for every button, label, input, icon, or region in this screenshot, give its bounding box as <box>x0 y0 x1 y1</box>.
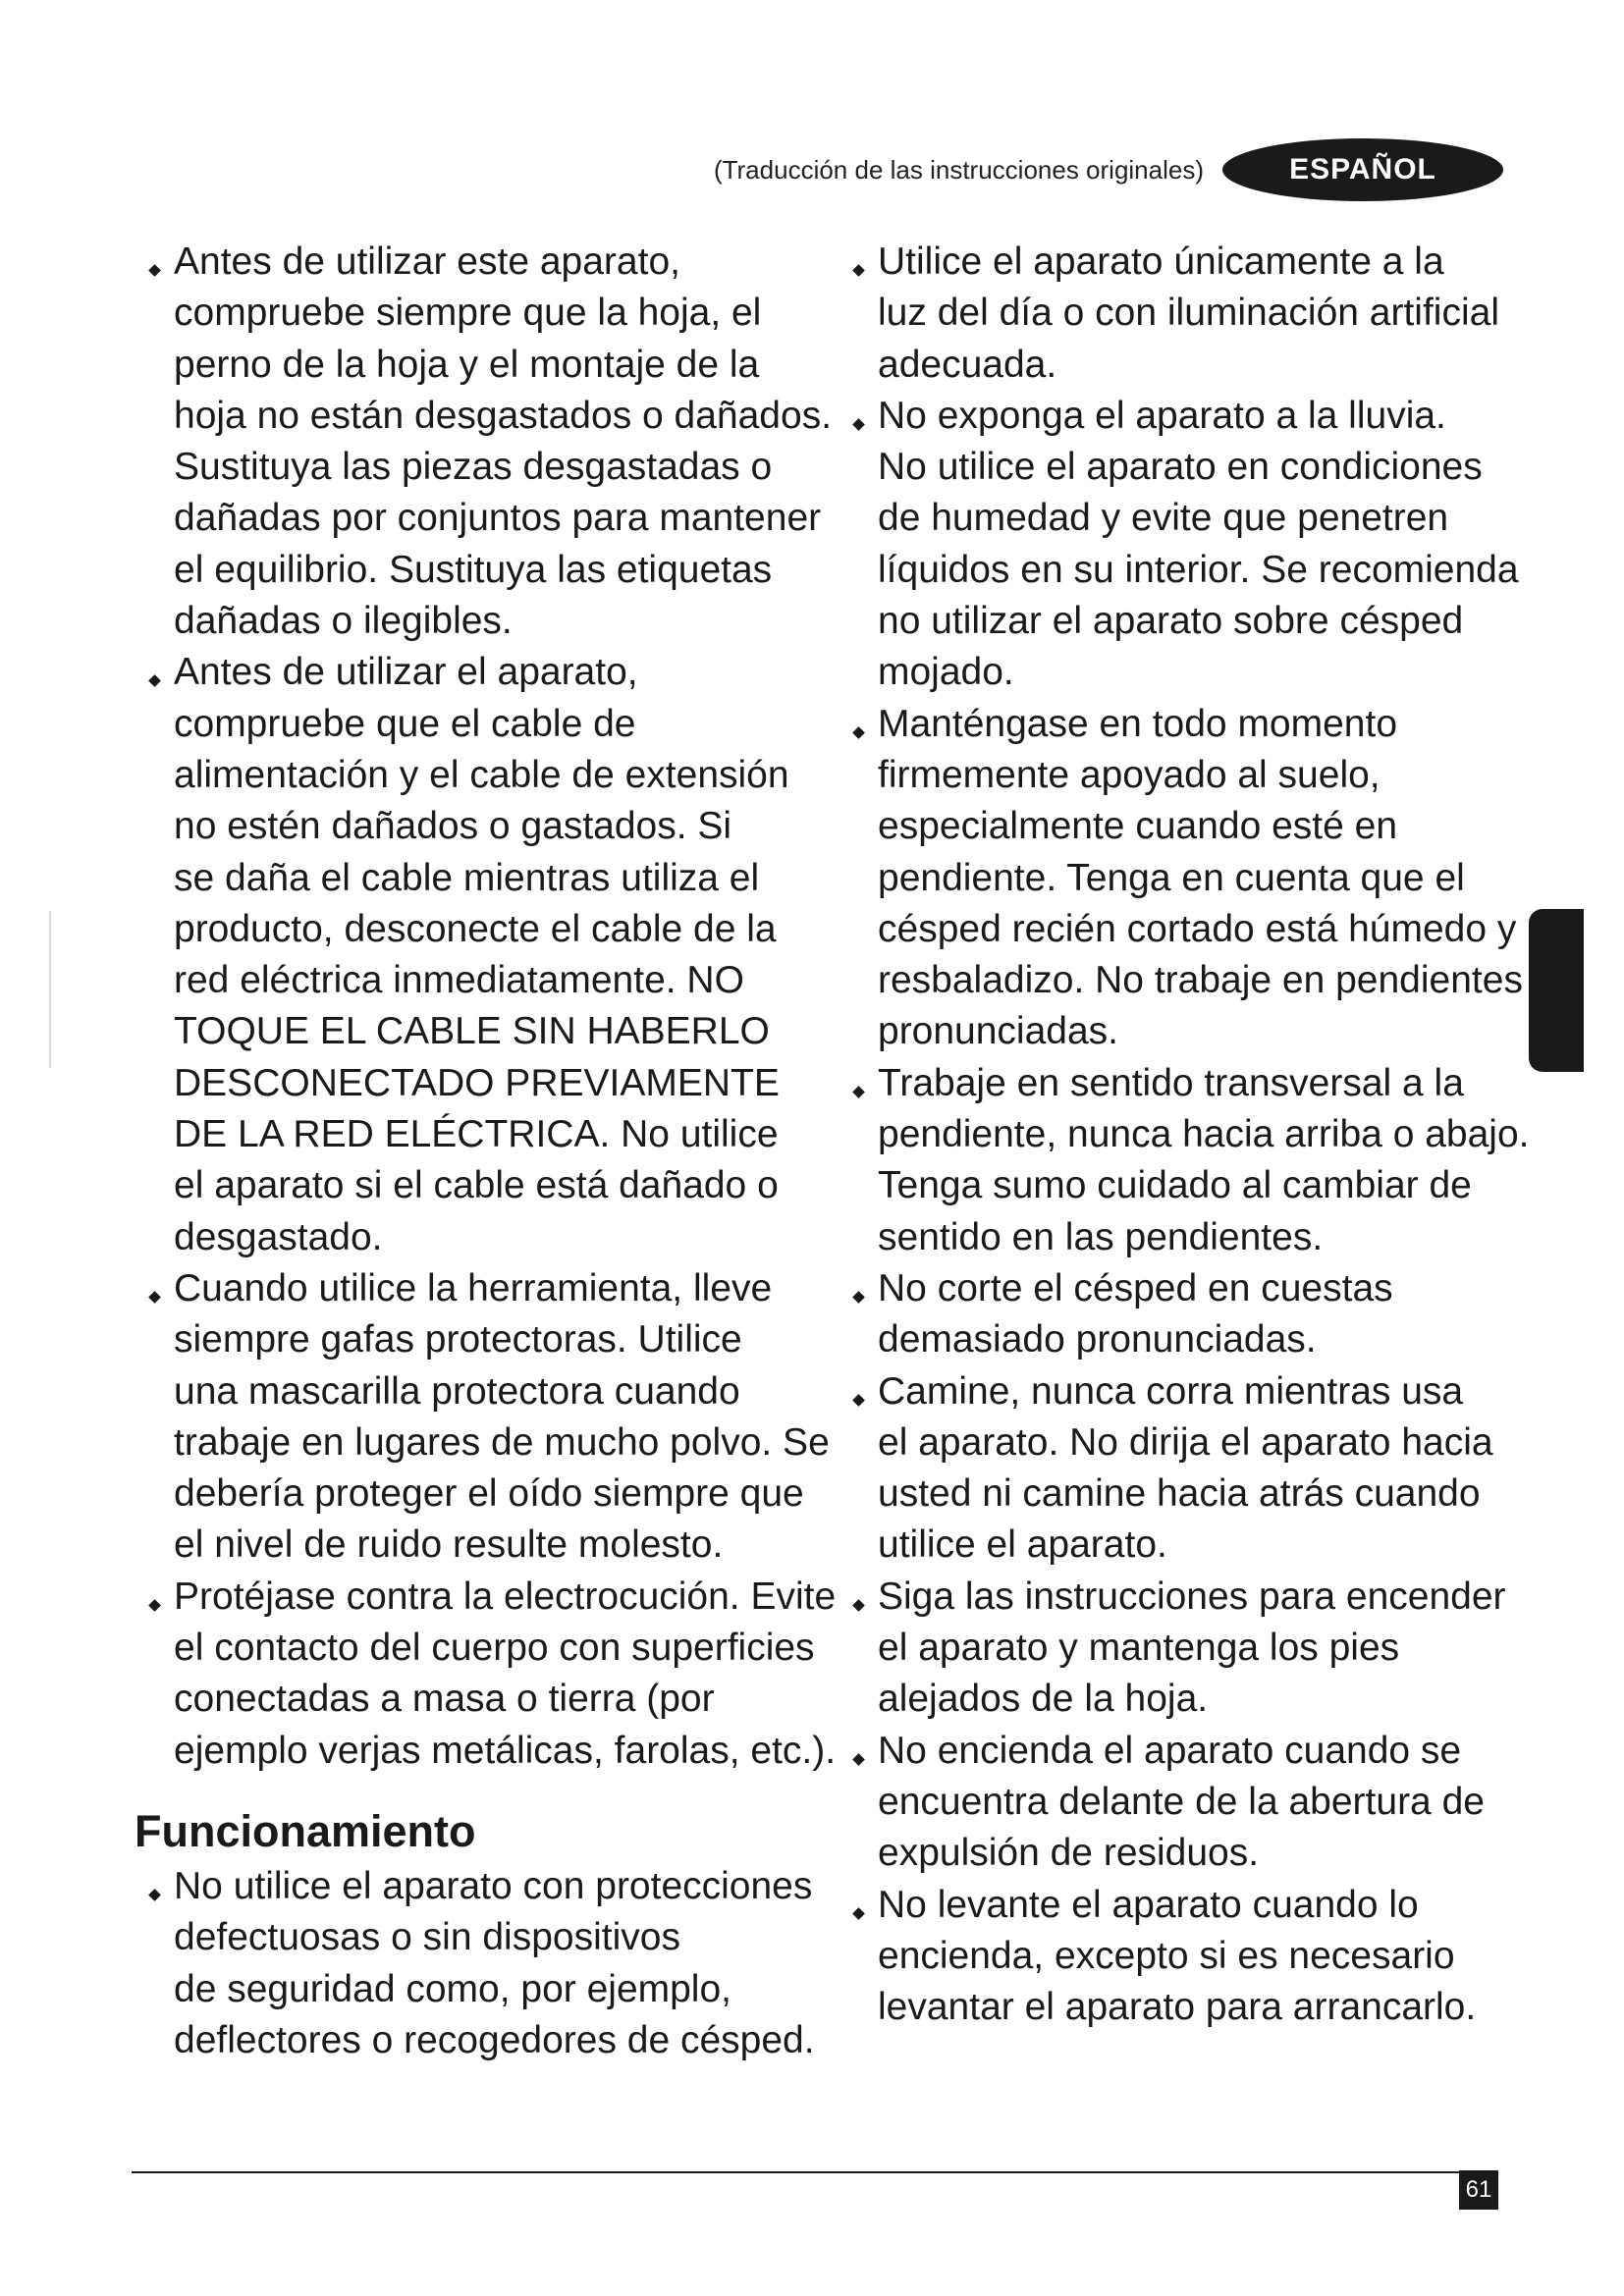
text-line: Antes de utilizar este aparato, <box>174 240 680 283</box>
text-line: de seguridad como, por ejemplo, <box>174 1967 731 2010</box>
text-line: compruebe que el cable de <box>174 702 636 745</box>
bullet-item <box>839 1366 1526 1572</box>
text-line: encuentra delante de la abertura de <box>878 1780 1485 1823</box>
text-line: siempre gafas protectoras. Utilice <box>174 1318 742 1362</box>
text-line: Protéjase contra la electrocución. Evite <box>174 1575 837 1618</box>
text-line: DESCONECTADO PREVIAMENTE <box>174 1061 780 1104</box>
text-line: el aparato si el cable está dañado o <box>174 1164 779 1207</box>
text-line: demasiado pronunciadas. <box>878 1318 1317 1362</box>
bullet-item <box>135 1572 837 1777</box>
bullet-item <box>839 1726 1526 1880</box>
text-line: el equilibrio. Sustituya las etiquetas <box>174 548 773 591</box>
text-line: usted ni camine hacia atrás cuando <box>878 1472 1481 1516</box>
left-column <box>135 237 837 2066</box>
text-line: sentido en las pendientes. <box>878 1215 1324 1258</box>
text-line: resbaladizo. No trabaje en pendientes <box>878 959 1523 1002</box>
bullet-item <box>839 1058 1530 1263</box>
section-heading-funcionamiento: Funcionamiento <box>135 1805 476 1856</box>
text-line: alimentación y el cable de extensión <box>174 753 789 796</box>
bullet-item <box>839 237 1526 391</box>
text-line: luz del día o con iluminación artificial <box>878 292 1499 335</box>
text-line: expulsión de residuos. <box>878 1832 1260 1875</box>
text-line: adecuada. <box>878 343 1057 386</box>
bullet-item <box>135 1263 830 1572</box>
text-line: Trabaje en sentido transversal a la <box>878 1061 1464 1104</box>
language-badge: ESPAÑOL <box>1222 138 1503 201</box>
safety-list-right <box>839 237 1530 2033</box>
text-line: conectadas a masa o tierra (por <box>174 1678 715 1721</box>
text-line: utilice el aparato. <box>878 1523 1167 1567</box>
translation-note: (Traducción de las instrucciones originales) <box>713 155 1204 185</box>
text-line: Camine, nunca corra mientras usa <box>878 1369 1464 1413</box>
text-line: hoja no están desgastados o dañados. <box>174 394 833 437</box>
text-line: pendiente, nunca hacia arriba o abajo. <box>878 1113 1530 1156</box>
text-line: producto, desconecte el cable de la <box>174 907 777 950</box>
text-line: pronunciadas. <box>878 1010 1119 1053</box>
text-line: TOQUE EL CABLE SIN HABERLO <box>174 1010 770 1053</box>
bullet-item <box>839 1263 1526 1366</box>
text-line: levantar el aparato para arrancarlo. <box>878 1986 1477 2029</box>
text-line: Cuando utilice la herramienta, lleve <box>174 1266 773 1309</box>
text-line: Siga las instrucciones para encender <box>878 1575 1506 1618</box>
text-line: líquidos en su interior. Se recomienda <box>878 548 1519 591</box>
bullet-item <box>839 1880 1526 2034</box>
text-line: dañadas o ilegibles. <box>174 600 513 643</box>
text-line: DE LA RED ELÉCTRICA. No utilice <box>174 1113 779 1156</box>
right-column <box>839 237 1530 2033</box>
text-line: deflectores o recogedores de césped. <box>174 2018 815 2061</box>
text-line: firmemente apoyado al suelo, <box>878 753 1380 796</box>
text-line: el nivel de ruido resulte molesto. <box>174 1523 724 1567</box>
text-line: el aparato y mantenga los pies <box>878 1627 1400 1670</box>
text-line: Antes de utilizar el aparato, <box>174 651 638 694</box>
margin-line <box>49 911 51 1068</box>
text-line: se daña el cable mientras utiliza el <box>174 856 760 899</box>
text-line: perno de la hoja y el montaje de la <box>174 343 760 386</box>
text-line: no utilizar el aparato sobre césped <box>878 600 1464 643</box>
text-line: desgastado. <box>174 1215 383 1258</box>
text-line: No utilice el aparato con protecciones <box>174 1864 813 1907</box>
safety-list-left <box>135 237 837 1777</box>
text-line: Sustituya las piezas desgastadas o <box>174 446 773 489</box>
text-line: trabaje en lugares de mucho polvo. Se <box>174 1420 830 1464</box>
text-line: red eléctrica inmediatamente. NO <box>174 959 744 1002</box>
text-line: mojado. <box>878 651 1014 694</box>
text-line: compruebe siempre que la hoja, el <box>174 292 762 335</box>
text-line: de humedad y evite que penetren <box>878 497 1449 540</box>
text-line: No utilice el aparato en condiciones <box>878 446 1483 489</box>
text-line: encienda, excepto si es necesario <box>878 1934 1455 1977</box>
text-line: una mascarilla protectora cuando <box>174 1369 740 1413</box>
text-line: alejados de la hoja. <box>878 1678 1209 1721</box>
text-line: ejemplo verjas metálicas, farolas, etc.). <box>174 1729 837 1772</box>
text-line: No corte el césped en cuestas <box>878 1266 1393 1309</box>
text-line: Utilice el aparato únicamente a la <box>878 240 1444 283</box>
text-line: No exponga el aparato a la lluvia. <box>878 394 1446 437</box>
section-side-tab <box>1529 909 1584 1072</box>
page-number: 61 <box>1459 2170 1498 2210</box>
operation-list <box>135 1861 822 2066</box>
bullet-item <box>135 647 822 1263</box>
bullet-item <box>839 1572 1526 1726</box>
bullet-item <box>135 237 833 647</box>
bullet-item <box>839 699 1526 1058</box>
text-line: especialmente cuando esté en <box>878 805 1398 848</box>
text-line: debería proteger el oído siempre que <box>174 1472 804 1516</box>
text-line: no estén dañados o gastados. Si <box>174 805 732 848</box>
text-line: dañadas por conjuntos para mantener <box>174 497 822 540</box>
text-line: No levante el aparato cuando lo <box>878 1883 1419 1926</box>
text-line: Manténgase en todo momento <box>878 702 1398 745</box>
footer-rule <box>132 2171 1459 2173</box>
bullet-item <box>135 1861 822 2066</box>
bullet-item <box>839 391 1526 699</box>
text-line: defectuosas o sin dispositivos <box>174 1916 680 1959</box>
text-line: pendiente. Tenga en cuenta que el <box>878 856 1465 899</box>
text-line: césped recién cortado está húmedo y <box>878 907 1517 950</box>
text-line: el aparato. No dirija el aparato hacia <box>878 1420 1493 1464</box>
text-line: Tenga sumo cuidado al cambiar de <box>878 1164 1472 1207</box>
text-line: No encienda el aparato cuando se <box>878 1729 1462 1772</box>
text-line: el contacto del cuerpo con superficies <box>174 1627 815 1670</box>
